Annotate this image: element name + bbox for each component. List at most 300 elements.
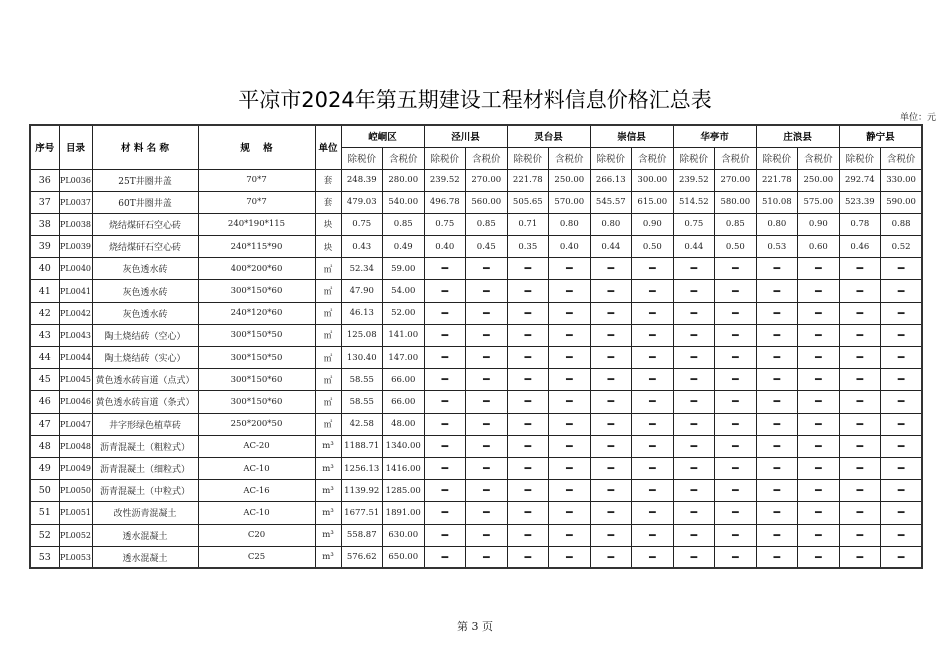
cell-price-excl-tax: ━ [839, 391, 881, 413]
header-price-excl-tax: 除税价 [341, 147, 383, 169]
cell-price-incl-tax: ━ [549, 502, 591, 524]
cell-price-incl-tax: ━ [798, 369, 840, 391]
cell-price-incl-tax: ━ [798, 546, 840, 568]
cell-catalog-code: PL0038 [59, 213, 92, 235]
cell-price-incl-tax: ━ [632, 546, 674, 568]
cell-price-excl-tax: ━ [756, 324, 798, 346]
cell-spec: 70*7 [198, 169, 315, 191]
cell-unit: 块 [315, 236, 341, 258]
cell-price-incl-tax: ━ [881, 369, 923, 391]
cell-price-excl-tax: 0.43 [341, 236, 383, 258]
cell-catalog-code: PL0039 [59, 236, 92, 258]
cell-price-incl-tax: ━ [549, 258, 591, 280]
cell-price-incl-tax: ━ [715, 324, 757, 346]
cell-catalog-code: PL0043 [59, 324, 92, 346]
cell-material-name: 25T井圈井盖 [92, 169, 198, 191]
cell-price-excl-tax: ━ [590, 347, 632, 369]
cell-price-incl-tax: ━ [549, 457, 591, 479]
cell-unit: 套 [315, 169, 341, 191]
cell-price-excl-tax: 42.58 [341, 413, 383, 435]
cell-spec: AC-10 [198, 502, 315, 524]
cell-price-excl-tax: 221.78 [507, 169, 549, 191]
cell-material-name: 烧结煤矸石空心砖 [92, 213, 198, 235]
table-row [30, 280, 922, 302]
cell-price-excl-tax: ━ [673, 480, 715, 502]
cell-price-excl-tax: ━ [756, 347, 798, 369]
cell-material-name: 陶土烧结砖（空心） [92, 324, 198, 346]
cell-price-excl-tax: ━ [673, 280, 715, 302]
header-region: 崆峒区 [341, 125, 424, 147]
cell-price-excl-tax: ━ [590, 324, 632, 346]
cell-price-incl-tax: ━ [881, 435, 923, 457]
cell-material-name: 沥青混凝土（中粒式） [92, 480, 198, 502]
cell-price-excl-tax: ━ [839, 347, 881, 369]
cell-spec: AC-10 [198, 457, 315, 479]
table-row [30, 347, 922, 369]
price-table [29, 124, 923, 569]
table-row [30, 236, 922, 258]
cell-unit: ㎡ [315, 347, 341, 369]
cell-price-incl-tax: 0.52 [881, 236, 923, 258]
cell-price-excl-tax: ━ [756, 413, 798, 435]
table-row [30, 213, 922, 235]
cell-price-incl-tax: ━ [466, 302, 508, 324]
table-row [30, 480, 922, 502]
table-row [30, 457, 922, 479]
cell-price-incl-tax: ━ [632, 391, 674, 413]
cell-price-incl-tax: ━ [798, 413, 840, 435]
cell-price-excl-tax: ━ [839, 369, 881, 391]
cell-catalog-code: PL0052 [59, 524, 92, 546]
table-body [30, 169, 922, 568]
cell-price-excl-tax: 0.53 [756, 236, 798, 258]
cell-price-excl-tax: 0.78 [839, 213, 881, 235]
cell-price-incl-tax: 0.85 [715, 213, 757, 235]
cell-price-excl-tax: ━ [590, 435, 632, 457]
cell-material-name: 陶土烧结砖（实心） [92, 347, 198, 369]
cell-spec: C20 [198, 524, 315, 546]
cell-price-excl-tax: ━ [839, 302, 881, 324]
cell-spec: 300*150*50 [198, 347, 315, 369]
cell-price-excl-tax: ━ [673, 457, 715, 479]
cell-price-incl-tax: ━ [549, 435, 591, 457]
cell-price-excl-tax: ━ [507, 435, 549, 457]
cell-unit: m³ [315, 546, 341, 568]
cell-unit: m³ [315, 457, 341, 479]
cell-price-incl-tax: ━ [632, 258, 674, 280]
cell-price-excl-tax: ━ [507, 457, 549, 479]
header-price-excl-tax: 除税价 [590, 147, 632, 169]
cell-price-excl-tax: ━ [507, 391, 549, 413]
cell-price-incl-tax: ━ [466, 435, 508, 457]
cell-material-name: 灰色透水砖 [92, 258, 198, 280]
header-region: 泾川县 [424, 125, 507, 147]
cell-price-excl-tax: 0.44 [590, 236, 632, 258]
cell-price-excl-tax: 130.40 [341, 347, 383, 369]
cell-spec: 400*200*60 [198, 258, 315, 280]
header-region: 崇信县 [590, 125, 673, 147]
cell-price-incl-tax: ━ [466, 258, 508, 280]
cell-unit: m³ [315, 480, 341, 502]
cell-spec: 240*120*60 [198, 302, 315, 324]
cell-unit: ㎡ [315, 391, 341, 413]
header-spec: 规 格 [198, 125, 315, 169]
cell-material-name: 黄色透水砖盲道（点式） [92, 369, 198, 391]
cell-price-incl-tax: ━ [715, 524, 757, 546]
cell-price-excl-tax: ━ [424, 347, 466, 369]
cell-price-incl-tax: ━ [549, 347, 591, 369]
cell-material-name: 井字形绿色植草砖 [92, 413, 198, 435]
cell-price-incl-tax: ━ [549, 413, 591, 435]
cell-price-incl-tax: 0.85 [383, 213, 425, 235]
cell-price-incl-tax: ━ [798, 391, 840, 413]
cell-price-incl-tax: ━ [881, 302, 923, 324]
cell-spec: 300*150*60 [198, 391, 315, 413]
header-price-incl-tax: 含税价 [715, 147, 757, 169]
cell-price-incl-tax: ━ [549, 391, 591, 413]
cell-price-incl-tax: 570.00 [549, 191, 591, 213]
cell-price-excl-tax: 1256.13 [341, 457, 383, 479]
cell-seq: 47 [30, 413, 59, 435]
cell-spec: 300*150*50 [198, 324, 315, 346]
cell-seq: 40 [30, 258, 59, 280]
cell-price-incl-tax: ━ [715, 457, 757, 479]
cell-price-incl-tax: ━ [715, 280, 757, 302]
cell-price-excl-tax: ━ [590, 280, 632, 302]
cell-material-name: 灰色透水砖 [92, 302, 198, 324]
cell-price-incl-tax: ━ [466, 280, 508, 302]
cell-price-excl-tax: ━ [590, 302, 632, 324]
cell-seq: 53 [30, 546, 59, 568]
cell-material-name: 沥青混凝土（细粒式） [92, 457, 198, 479]
cell-price-excl-tax: 239.52 [424, 169, 466, 191]
cell-unit: ㎡ [315, 413, 341, 435]
header-material-name: 材 料 名 称 [92, 125, 198, 169]
cell-catalog-code: PL0050 [59, 480, 92, 502]
cell-price-incl-tax: ━ [632, 457, 674, 479]
cell-price-incl-tax: ━ [632, 302, 674, 324]
cell-unit: 块 [315, 213, 341, 235]
cell-price-incl-tax: 615.00 [632, 191, 674, 213]
cell-price-excl-tax: ━ [673, 502, 715, 524]
cell-price-excl-tax: 0.44 [673, 236, 715, 258]
cell-price-excl-tax: 0.75 [673, 213, 715, 235]
cell-price-excl-tax: ━ [507, 347, 549, 369]
table-header [30, 125, 922, 169]
cell-unit: m³ [315, 524, 341, 546]
cell-price-excl-tax: 239.52 [673, 169, 715, 191]
cell-price-incl-tax: 330.00 [881, 169, 923, 191]
cell-price-incl-tax: 0.88 [881, 213, 923, 235]
header-region: 庄浪县 [756, 125, 839, 147]
cell-price-incl-tax: ━ [881, 347, 923, 369]
cell-spec: 240*115*90 [198, 236, 315, 258]
cell-price-excl-tax: ━ [756, 457, 798, 479]
cell-price-excl-tax: ━ [839, 457, 881, 479]
cell-price-excl-tax: 266.13 [590, 169, 632, 191]
cell-price-incl-tax: 66.00 [383, 391, 425, 413]
cell-seq: 49 [30, 457, 59, 479]
cell-price-excl-tax: ━ [590, 480, 632, 502]
header-price-excl-tax: 除税价 [673, 147, 715, 169]
cell-price-incl-tax: ━ [632, 435, 674, 457]
cell-catalog-code: PL0049 [59, 457, 92, 479]
cell-price-incl-tax: ━ [798, 435, 840, 457]
cell-price-excl-tax: ━ [839, 413, 881, 435]
cell-unit: m³ [315, 502, 341, 524]
cell-seq: 48 [30, 435, 59, 457]
cell-material-name: 透水混凝土 [92, 524, 198, 546]
cell-price-excl-tax: ━ [673, 324, 715, 346]
cell-price-excl-tax: ━ [590, 369, 632, 391]
cell-price-excl-tax: ━ [507, 502, 549, 524]
cell-price-incl-tax: ━ [549, 324, 591, 346]
cell-price-excl-tax: 292.74 [839, 169, 881, 191]
cell-price-incl-tax: 580.00 [715, 191, 757, 213]
cell-price-excl-tax: ━ [424, 546, 466, 568]
cell-price-incl-tax: ━ [466, 347, 508, 369]
header-price-incl-tax: 含税价 [383, 147, 425, 169]
cell-price-incl-tax: 141.00 [383, 324, 425, 346]
cell-price-excl-tax: ━ [673, 391, 715, 413]
table-row [30, 191, 922, 213]
header-price-incl-tax: 含税价 [466, 147, 508, 169]
cell-unit: ㎡ [315, 369, 341, 391]
cell-price-excl-tax: ━ [590, 457, 632, 479]
cell-price-incl-tax: ━ [549, 302, 591, 324]
cell-price-incl-tax: ━ [632, 413, 674, 435]
cell-price-excl-tax: ━ [424, 280, 466, 302]
cell-price-incl-tax: ━ [798, 302, 840, 324]
cell-price-incl-tax: 59.00 [383, 258, 425, 280]
cell-price-incl-tax: ━ [715, 302, 757, 324]
cell-price-incl-tax: 0.85 [466, 213, 508, 235]
cell-price-incl-tax: 66.00 [383, 369, 425, 391]
cell-price-incl-tax: ━ [466, 502, 508, 524]
cell-price-incl-tax: 52.00 [383, 302, 425, 324]
cell-price-incl-tax: 147.00 [383, 347, 425, 369]
cell-seq: 50 [30, 480, 59, 502]
cell-price-excl-tax: 0.75 [424, 213, 466, 235]
cell-price-excl-tax: 576.62 [341, 546, 383, 568]
cell-price-excl-tax: 0.46 [839, 236, 881, 258]
cell-price-excl-tax: 58.55 [341, 369, 383, 391]
cell-price-incl-tax: 0.40 [549, 236, 591, 258]
cell-price-incl-tax: ━ [798, 524, 840, 546]
cell-price-incl-tax: ━ [715, 369, 757, 391]
cell-price-incl-tax: ━ [715, 413, 757, 435]
cell-price-incl-tax: ━ [549, 524, 591, 546]
cell-price-excl-tax: ━ [756, 280, 798, 302]
cell-price-excl-tax: ━ [673, 435, 715, 457]
cell-price-incl-tax: ━ [798, 480, 840, 502]
cell-price-excl-tax: ━ [839, 480, 881, 502]
cell-price-incl-tax: ━ [881, 546, 923, 568]
cell-seq: 36 [30, 169, 59, 191]
cell-price-excl-tax: ━ [756, 435, 798, 457]
cell-price-excl-tax: ━ [507, 324, 549, 346]
cell-price-incl-tax: ━ [798, 324, 840, 346]
cell-price-excl-tax: 479.03 [341, 191, 383, 213]
header-price-excl-tax: 除税价 [424, 147, 466, 169]
cell-price-excl-tax: ━ [424, 524, 466, 546]
cell-price-incl-tax: ━ [632, 324, 674, 346]
cell-catalog-code: PL0042 [59, 302, 92, 324]
cell-price-excl-tax: 0.35 [507, 236, 549, 258]
table-row [30, 413, 922, 435]
cell-price-incl-tax: ━ [466, 546, 508, 568]
cell-price-excl-tax: 0.71 [507, 213, 549, 235]
cell-price-excl-tax: 1139.92 [341, 480, 383, 502]
cell-spec: 250*200*50 [198, 413, 315, 435]
cell-seq: 45 [30, 369, 59, 391]
cell-price-incl-tax: ━ [715, 435, 757, 457]
cell-price-excl-tax: 0.80 [590, 213, 632, 235]
cell-price-excl-tax: 58.55 [341, 391, 383, 413]
cell-price-excl-tax: ━ [424, 413, 466, 435]
cell-material-name: 沥青混凝土（粗粒式） [92, 435, 198, 457]
cell-material-name: 60T井圈井盖 [92, 191, 198, 213]
cell-price-incl-tax: ━ [881, 258, 923, 280]
cell-price-incl-tax: ━ [466, 524, 508, 546]
cell-spec: 300*150*60 [198, 280, 315, 302]
cell-price-excl-tax: ━ [839, 280, 881, 302]
cell-price-incl-tax: ━ [466, 413, 508, 435]
cell-price-incl-tax: 48.00 [383, 413, 425, 435]
cell-price-incl-tax: 54.00 [383, 280, 425, 302]
cell-price-incl-tax: 0.90 [798, 213, 840, 235]
cell-price-incl-tax: ━ [632, 480, 674, 502]
cell-price-incl-tax: 575.00 [798, 191, 840, 213]
cell-catalog-code: PL0053 [59, 546, 92, 568]
cell-price-incl-tax: ━ [632, 524, 674, 546]
cell-price-incl-tax: ━ [715, 546, 757, 568]
cell-price-excl-tax: ━ [424, 258, 466, 280]
cell-price-excl-tax: ━ [507, 524, 549, 546]
cell-price-excl-tax: 47.90 [341, 280, 383, 302]
cell-price-excl-tax: 523.39 [839, 191, 881, 213]
cell-price-excl-tax: ━ [424, 502, 466, 524]
cell-price-excl-tax: ━ [673, 524, 715, 546]
cell-unit: 套 [315, 191, 341, 213]
header-price-excl-tax: 除税价 [507, 147, 549, 169]
table-row [30, 391, 922, 413]
cell-price-incl-tax: ━ [466, 369, 508, 391]
cell-price-incl-tax: ━ [881, 324, 923, 346]
cell-price-incl-tax: ━ [881, 524, 923, 546]
cell-seq: 44 [30, 347, 59, 369]
cell-price-incl-tax: ━ [466, 324, 508, 346]
cell-price-excl-tax: ━ [424, 480, 466, 502]
cell-spec: AC-16 [198, 480, 315, 502]
cell-price-incl-tax: ━ [715, 480, 757, 502]
cell-price-incl-tax: ━ [881, 413, 923, 435]
cell-price-excl-tax: ━ [507, 413, 549, 435]
cell-seq: 43 [30, 324, 59, 346]
table-row [30, 169, 922, 191]
cell-unit: ㎡ [315, 258, 341, 280]
cell-price-incl-tax: ━ [881, 502, 923, 524]
cell-catalog-code: PL0040 [59, 258, 92, 280]
cell-price-excl-tax: ━ [507, 302, 549, 324]
cell-spec: AC-20 [198, 435, 315, 457]
cell-price-incl-tax: 250.00 [549, 169, 591, 191]
cell-price-incl-tax: ━ [881, 480, 923, 502]
cell-catalog-code: PL0047 [59, 413, 92, 435]
cell-price-excl-tax: ━ [590, 524, 632, 546]
cell-catalog-code: PL0036 [59, 169, 92, 191]
cell-price-excl-tax: 558.87 [341, 524, 383, 546]
cell-price-excl-tax: ━ [673, 302, 715, 324]
cell-price-excl-tax: 221.78 [756, 169, 798, 191]
table-row [30, 435, 922, 457]
cell-price-excl-tax: 0.80 [756, 213, 798, 235]
header-price-excl-tax: 除税价 [756, 147, 798, 169]
cell-price-excl-tax: ━ [756, 258, 798, 280]
cell-price-excl-tax: ━ [590, 413, 632, 435]
header-price-incl-tax: 含税价 [798, 147, 840, 169]
cell-price-excl-tax: ━ [839, 324, 881, 346]
cell-price-excl-tax: ━ [590, 258, 632, 280]
cell-price-excl-tax: 0.75 [341, 213, 383, 235]
header-region: 华亭市 [673, 125, 756, 147]
cell-price-incl-tax: 0.50 [632, 236, 674, 258]
cell-spec: 240*190*115 [198, 213, 315, 235]
cell-price-incl-tax: 590.00 [881, 191, 923, 213]
cell-price-incl-tax: 1340.00 [383, 435, 425, 457]
cell-price-excl-tax: ━ [756, 302, 798, 324]
cell-unit: ㎡ [315, 280, 341, 302]
cell-price-excl-tax: ━ [756, 480, 798, 502]
cell-price-excl-tax: ━ [839, 524, 881, 546]
cell-price-excl-tax: 545.57 [590, 191, 632, 213]
cell-price-incl-tax: ━ [466, 391, 508, 413]
cell-price-incl-tax: ━ [715, 391, 757, 413]
cell-catalog-code: PL0045 [59, 369, 92, 391]
cell-material-name: 烧结煤矸石空心砖 [92, 236, 198, 258]
cell-price-incl-tax: ━ [466, 480, 508, 502]
cell-unit: m³ [315, 435, 341, 457]
cell-price-incl-tax: ━ [798, 258, 840, 280]
cell-price-excl-tax: 514.52 [673, 191, 715, 213]
table-row [30, 324, 922, 346]
header-price-incl-tax: 含税价 [632, 147, 674, 169]
cell-price-excl-tax: ━ [673, 369, 715, 391]
cell-price-incl-tax: ━ [632, 502, 674, 524]
cell-price-excl-tax: ━ [590, 391, 632, 413]
cell-price-excl-tax: ━ [590, 546, 632, 568]
cell-price-incl-tax: 650.00 [383, 546, 425, 568]
cell-unit: ㎡ [315, 302, 341, 324]
cell-catalog-code: PL0046 [59, 391, 92, 413]
cell-price-excl-tax: ━ [424, 435, 466, 457]
cell-price-excl-tax: ━ [424, 369, 466, 391]
cell-seq: 39 [30, 236, 59, 258]
cell-price-incl-tax: 0.80 [549, 213, 591, 235]
cell-price-incl-tax: 0.49 [383, 236, 425, 258]
cell-price-incl-tax: ━ [549, 369, 591, 391]
cell-price-incl-tax: 0.90 [632, 213, 674, 235]
cell-price-incl-tax: ━ [798, 280, 840, 302]
header-region: 灵台县 [507, 125, 590, 147]
header-region: 静宁县 [839, 125, 922, 147]
cell-catalog-code: PL0037 [59, 191, 92, 213]
cell-seq: 52 [30, 524, 59, 546]
page-title: 平凉市2024年第五期建设工程材料信息价格汇总表 [238, 88, 712, 112]
cell-price-excl-tax: ━ [756, 391, 798, 413]
cell-price-incl-tax: 630.00 [383, 524, 425, 546]
cell-price-excl-tax: ━ [590, 502, 632, 524]
